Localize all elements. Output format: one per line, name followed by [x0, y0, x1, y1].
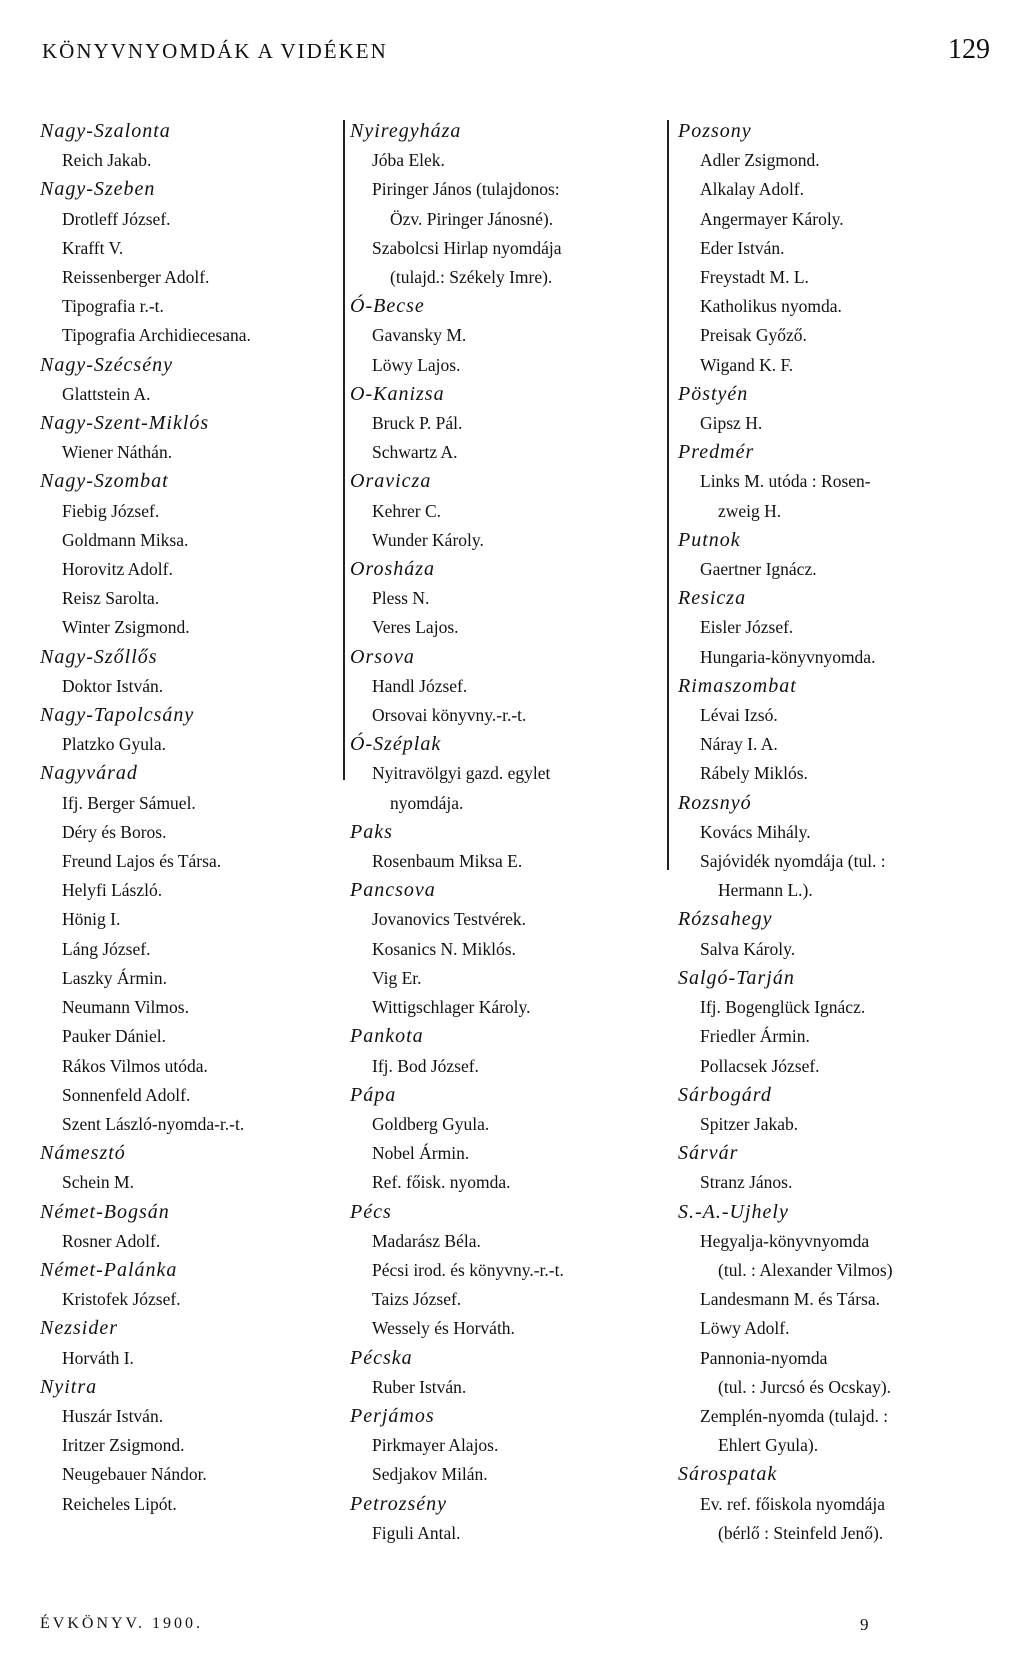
place-heading: Predmér	[678, 441, 755, 464]
printer-entry: Ev. ref. főiskola nyomdája	[700, 1493, 885, 1514]
printer-entry: Winter Zsigmond.	[62, 617, 190, 638]
printer-entry: Goldberg Gyula.	[372, 1113, 490, 1134]
printer-entry: Landesmann M. és Társa.	[700, 1289, 880, 1310]
place-heading: Német-Bogsán	[40, 1200, 170, 1223]
place-heading: Rozsnyó	[678, 791, 752, 814]
printer-entry: Adler Zsigmond.	[700, 150, 820, 171]
place-heading: Pancsova	[350, 879, 436, 902]
printer-entry: Sedjakov Milán.	[372, 1464, 488, 1485]
printer-entry: Laszky Ármin.	[62, 967, 167, 988]
printer-entry-continuation: (tul. : Alexander Vilmos)	[718, 1259, 893, 1280]
column-1	[40, 117, 340, 1519]
printer-entry: Ifj. Bod József.	[372, 1055, 479, 1076]
place-heading: Orosháza	[350, 558, 436, 581]
printer-entry: Wiener Náthán.	[62, 442, 173, 463]
printer-entry: Platzko Gyula.	[62, 734, 167, 755]
printer-entry: Preisak Győző.	[700, 325, 807, 346]
printer-entry: Sonnenfeld Adolf.	[62, 1084, 191, 1105]
place-heading: Pozsony	[678, 120, 752, 142]
printer-entry: Szabolcsi Hirlap nyomdája	[372, 237, 562, 258]
printer-entry: Orsovai könyvny.-r.-t.	[372, 705, 527, 726]
printer-entry: Hungaria-könyvnyomda.	[700, 646, 876, 667]
printer-entry-continuation: Ehlert Gyula).	[718, 1435, 819, 1456]
printer-entry: Madarász Béla.	[372, 1230, 481, 1251]
printer-entry: Huszár István.	[62, 1405, 164, 1426]
place-heading: Nagyvárad	[40, 762, 138, 785]
place-heading: Resicza	[678, 587, 747, 610]
printer-entry: Neumann Vilmos.	[62, 997, 189, 1018]
printer-entry: Friedler Ármin.	[700, 1026, 810, 1047]
printer-entry: Reissenberger Adolf.	[62, 267, 210, 288]
place-heading: Nagy-Szőllős	[40, 645, 158, 668]
printer-entry: Jovanovics Testvérek.	[372, 909, 526, 930]
printer-entry: Handl József.	[372, 675, 468, 696]
place-heading: Námesztó	[40, 1142, 126, 1165]
printer-entry: Eder István.	[700, 237, 785, 258]
printer-entry: Reich Jakab.	[62, 150, 152, 171]
printer-entry: Kristofek József.	[62, 1289, 181, 1310]
place-heading: Ó-Széplak	[350, 733, 442, 756]
printer-entry: Pollacsek József.	[700, 1055, 820, 1076]
printer-entry-continuation: nyomdája.	[390, 792, 464, 813]
printer-entry: Iritzer Zsigmond.	[62, 1435, 185, 1456]
printer-entry-continuation: (bérlő : Steinfeld Jenő).	[718, 1522, 884, 1543]
printer-entry: Stranz János.	[700, 1172, 793, 1193]
footer-yearbook-label: ÉVKÖNYV. 1900.	[40, 1615, 204, 1632]
place-heading: Rózsahegy	[678, 908, 773, 931]
printer-entry: Kosanics N. Miklós.	[372, 938, 516, 959]
place-heading: Nyitra	[40, 1375, 98, 1398]
printer-entry: Fiebig József.	[62, 500, 160, 521]
printer-entry: Sajóvidék nyomdája (tul. :	[700, 851, 886, 872]
printer-entry-continuation: Hermann L.).	[718, 880, 813, 901]
column-divider-1	[343, 120, 345, 780]
printer-entry: Links M. utóda : Rosen-	[700, 471, 871, 492]
place-heading: Ó-Becse	[350, 295, 425, 318]
printer-entry: Glattstein A.	[62, 383, 151, 404]
place-heading: Sárvár	[678, 1142, 739, 1165]
printer-entry: Horváth I.	[62, 1347, 134, 1368]
running-header	[42, 34, 990, 68]
place-heading: Nagy-Szeben	[40, 178, 156, 201]
printer-entry: Gaertner Ignácz.	[700, 559, 817, 580]
printer-entry: Ifj. Bogenglück Ignácz.	[700, 997, 866, 1018]
printer-entry-continuation: zweig H.	[718, 500, 782, 521]
place-heading: O-Kanizsa	[350, 382, 445, 405]
running-title: KÖNYVNYOMDÁK A VIDÉKEN	[42, 39, 388, 63]
printer-entry: Rákos Vilmos utóda.	[62, 1055, 208, 1076]
place-heading: Pankota	[350, 1025, 424, 1048]
printer-entry: Wessely és Horváth.	[372, 1318, 515, 1339]
place-heading: Pécs	[350, 1200, 392, 1223]
printer-entry-continuation: (tulajd.: Székely Imre).	[390, 267, 553, 288]
printer-entry: Zemplén-nyomda (tulajd. :	[700, 1405, 889, 1426]
printer-entry: Pirkmayer Alajos.	[372, 1435, 499, 1456]
printer-entry: Gipsz H.	[700, 413, 763, 434]
printer-entry: Drotleff József.	[62, 208, 171, 229]
place-heading: Nezsider	[40, 1317, 118, 1340]
printer-entry: Kehrer C.	[372, 500, 442, 521]
place-heading: Nagy-Szécsény	[40, 353, 173, 376]
printer-entry: Figuli Antal.	[372, 1522, 461, 1543]
printer-entry: Ruber István.	[372, 1376, 467, 1397]
printer-entry: Salva Károly.	[700, 938, 796, 959]
page-footer	[0, 1615, 1024, 1643]
printer-entry: Náray I. A.	[700, 734, 778, 755]
signature-mark: 9	[860, 1615, 869, 1634]
printer-entry: Schein M.	[62, 1172, 134, 1193]
printer-entry: Gavansky M.	[372, 325, 467, 346]
printer-entry: Láng József.	[62, 938, 151, 959]
printer-entry: Jóba Elek.	[372, 150, 445, 171]
printer-entry: Ifj. Berger Sámuel.	[62, 792, 196, 813]
place-heading: Rimaszombat	[678, 674, 797, 697]
page-number: 129	[948, 34, 990, 65]
place-heading: Pöstyén	[678, 382, 749, 405]
printer-entry-continuation: Özv. Piringer Jánosné).	[390, 208, 554, 229]
printer-entry: Reicheles Lipót.	[62, 1493, 177, 1514]
place-heading: Sárbogárd	[678, 1083, 772, 1106]
printer-entry: Déry és Boros.	[62, 821, 167, 842]
printer-entry: Schwartz A.	[372, 442, 458, 463]
column-divider-2	[667, 120, 669, 870]
printer-entry-continuation: (tul. : Jurcsó és Ocskay).	[718, 1376, 892, 1397]
printer-entry: Goldmann Miksa.	[62, 529, 189, 550]
place-heading: Pécska	[350, 1346, 413, 1369]
place-heading: Nagy-Szalonta	[40, 120, 171, 142]
place-heading: Nyiregyháza	[350, 120, 462, 142]
place-heading: Nagy-Szent-Miklós	[40, 412, 210, 435]
printer-entry: Krafft V.	[62, 237, 124, 258]
printer-entry: Nobel Ármin.	[372, 1143, 470, 1164]
printer-entry: Angermayer Károly.	[700, 208, 844, 229]
place-heading: Német-Palánka	[40, 1258, 178, 1281]
printer-entry: Bruck P. Pál.	[372, 413, 463, 434]
printer-entry: Horovitz Adolf.	[62, 559, 173, 580]
printer-entry: Wunder Károly.	[372, 529, 484, 550]
printer-entry: Piringer János (tulajdonos:	[372, 179, 560, 200]
printer-entry: Katholikus nyomda.	[700, 296, 842, 317]
printer-entry: Nyitravölgyi gazd. egylet	[372, 763, 551, 784]
printer-entry: Lévai Izsó.	[700, 705, 778, 726]
place-heading: Petrozsény	[350, 1492, 448, 1515]
place-heading: S.-A.-Ujhely	[678, 1200, 789, 1223]
printer-entry: Neugebauer Nándor.	[62, 1464, 207, 1485]
printer-entry: Spitzer Jakab.	[700, 1113, 799, 1134]
printer-entry: Eisler József.	[700, 617, 794, 638]
place-heading: Salgó-Tarján	[678, 966, 795, 989]
printer-entry: Veres Lajos.	[372, 617, 459, 638]
printer-entry: Löwy Lajos.	[372, 354, 461, 375]
printer-entry: Szent László-nyomda-r.-t.	[62, 1113, 245, 1134]
printer-entry: Hönig I.	[62, 909, 121, 930]
printer-entry: Ref. főisk. nyomda.	[372, 1172, 511, 1193]
place-heading: Pápa	[350, 1083, 397, 1106]
printer-entry: Tipografia r.-t.	[62, 296, 164, 317]
place-heading: Putnok	[678, 528, 741, 551]
printer-entry: Taizs József.	[372, 1289, 462, 1310]
printer-entry: Pauker Dániel.	[62, 1026, 166, 1047]
printer-entry: Freystadt M. L.	[700, 267, 809, 288]
column-2	[350, 117, 660, 1548]
printer-entry: Rosenbaum Miksa E.	[372, 851, 523, 872]
printer-entry: Rábely Miklós.	[700, 763, 808, 784]
printer-entry: Vig Er.	[372, 967, 422, 988]
place-heading: Oravicza	[350, 470, 432, 493]
printer-entry: Alkalay Adolf.	[700, 179, 805, 200]
printer-entry: Freund Lajos és Társa.	[62, 851, 222, 872]
printer-entry: Pannonia-nyomda	[700, 1347, 828, 1368]
printer-entry: Pécsi irod. és könyvny.-r.-t.	[372, 1259, 564, 1280]
printer-entry: Doktor István.	[62, 675, 164, 696]
place-heading: Orsova	[350, 645, 415, 668]
printer-entry: Kovács Mihály.	[700, 821, 811, 842]
printer-entry: Reisz Sarolta.	[62, 588, 160, 609]
place-heading: Nagy-Szombat	[40, 470, 169, 493]
printer-entry: Helyfi László.	[62, 880, 163, 901]
printer-entry: Wigand K. F.	[700, 354, 794, 375]
place-heading: Perjámos	[350, 1404, 435, 1427]
printer-entry: Wittigschlager Károly.	[372, 997, 531, 1018]
printer-entry: Löwy Adolf.	[700, 1318, 790, 1339]
printer-entry: Hegyalja-könyvnyomda	[700, 1230, 870, 1251]
place-heading: Nagy-Tapolcsány	[40, 704, 195, 727]
place-heading: Sárospatak	[678, 1463, 778, 1486]
place-heading: Paks	[350, 820, 393, 843]
printer-entry: Rosner Adolf.	[62, 1230, 161, 1251]
printer-entry: Tipografia Archidiecesana.	[62, 325, 251, 346]
column-3	[678, 117, 998, 1548]
printer-entry: Pless N.	[372, 588, 430, 609]
